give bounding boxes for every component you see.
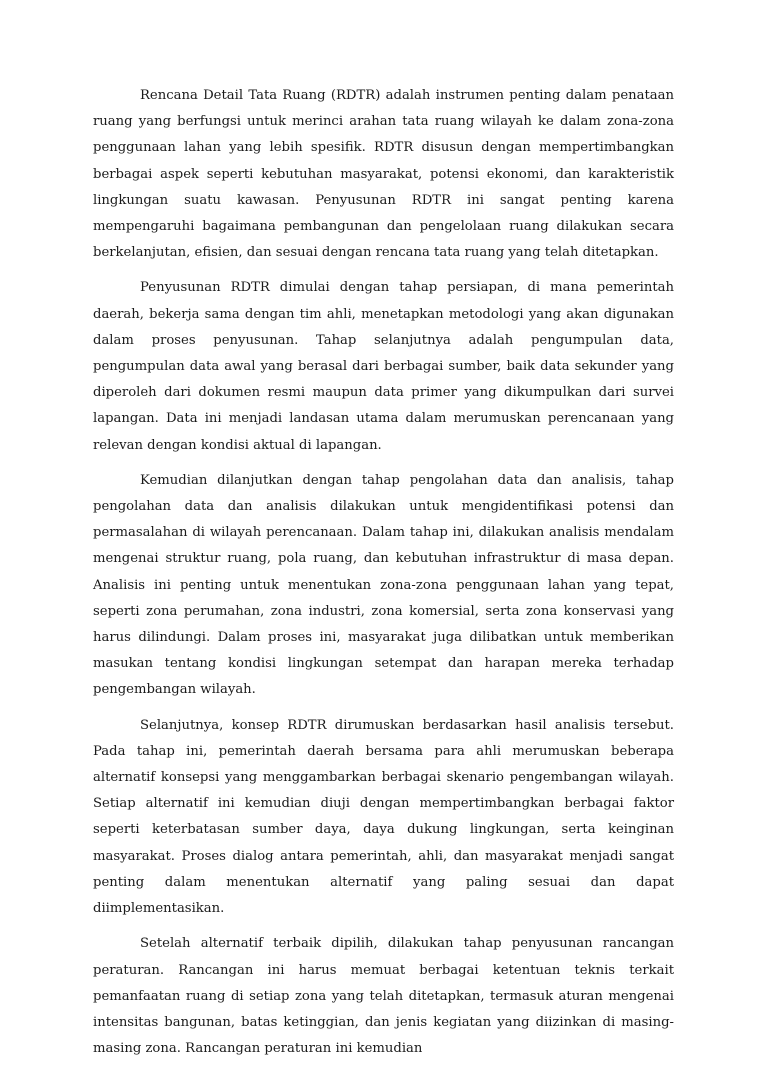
- paragraph-2: Penyusunan RDTR dimulai dengan tahap persiapan, di mana pemerintah daerah, bekerja sama dengan tim ahli, menetapkan metodologi yang akan digunakan dalam proses penyusunan. Tahap selanjutnya adalah pengumpulan data, pengumpulan data awal yang berasal dari berbagai sumber, baik data sekunder yang diperoleh dari dokumen resmi maupun data primer yang dikumpulkan dari survei lapangan. Data ini menjadi landasan utama dalam merumuskan perencanaan yang relevan dengan kondisi aktual di lapangan.: [93, 280, 674, 453]
- paragraph-4: Selanjutnya, konsep RDTR dirumuskan berdasarkan hasil analisis tersebut. Pada tahap ini, pemerintah daerah bersama para ahli merumuskan beberapa alternatif konsepsi yang menggambarkan berbagai skenario pengembangan wilayah. Setiap alternatif ini kemudian diuji dengan mempertimbangkan berbagai faktor seperti keterbatasan sumber daya, daya dukung lingkungan, serta keinginan masyarakat. Proses dialog antara pemerintah, ahli, dan masyarakat menjadi sangat penting dalam menentukan alternatif yang paling sesuai dan dapat diimplementasikan.: [93, 717, 674, 917]
- paragraph-3: Kemudian dilanjutkan dengan tahap pengolahan data dan analisis, tahap pengolahan data dan analisis dilakukan untuk mengidentifikasi potensi dan permasalahan di wilayah perencanaan. Dalam tahap ini, dilakukan analisis mendalam mengenai struktur ruang, pola ruang, dan kebutuhan infrastruktur di masa depan. Analisis ini penting untuk menentukan zona-zona penggunaan lahan yang tepat, seperti zona perumahan, zona industri, zona komersial, serta zona konservasi yang harus dilindungi. Dalam proses ini, masyarakat juga dilibatkan untuk memberikan masukan tentang kondisi lingkungan setempat dan harapan mereka terhadap pengembangan wilayah.: [93, 472, 674, 698]
- document-page: [93, 83, 674, 1071]
- paragraph-5: Setelah alternatif terbaik dipilih, dilakukan tahap penyusunan rancangan peraturan. Rancangan ini harus memuat berbagai ketentuan teknis terkait pemanfaatan ruang di setiap zona yang telah ditetapkan, termasuk aturan mengenai intensitas bangunan, batas ketinggian, dan jenis kegiatan yang diizinkan di masing-masing zona. Rancangan peraturan ini kemudian: [93, 936, 674, 1057]
- paragraph-1: Rencana Detail Tata Ruang (RDTR) adalah instrumen penting dalam penataan ruang yang berfungsi untuk merinci arahan tata ruang wilayah ke dalam zona-zona penggunaan lahan yang lebih spesifik. RDTR disusun dengan mempertimbangkan berbagai aspek seperti kebutuhan masyarakat, potensi ekonomi, dan karakteristik lingkungan suatu kawasan. Penyusunan RDTR ini sangat penting karena mempengaruhi bagaimana pembangunan dan pengelolaan ruang dilakukan secara berkelanjutan, efisien, dan sesuai dengan rencana tata ruang yang telah ditetapkan.: [93, 88, 674, 261]
